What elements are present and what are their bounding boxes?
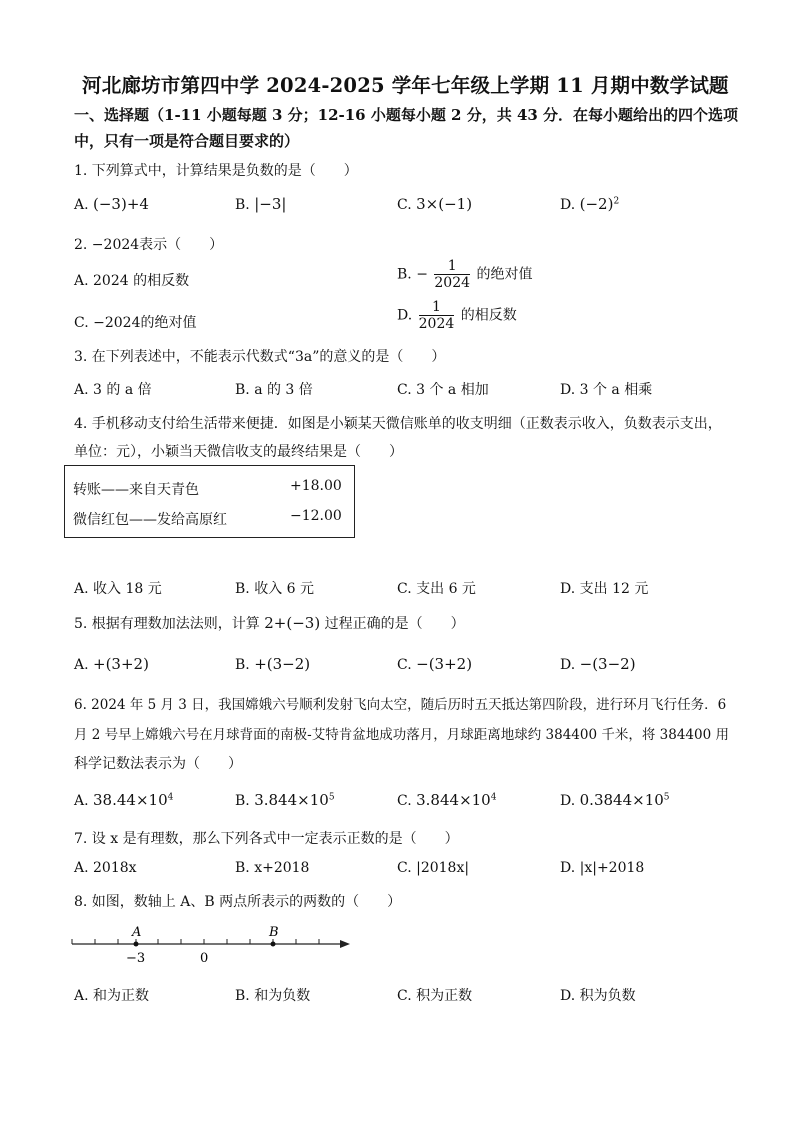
- question-6-option-b: [235, 791, 335, 809]
- question-2-option-b: [397, 258, 532, 291]
- option-label: B.: [397, 266, 412, 283]
- question-6-stem-line2: 月 2 号早上嫦娥六号在月球背面的南极-艾特肯盆地成功落月，月球距离地球约 384400 千米，将 384400 用: [74, 727, 729, 743]
- tick-label-neg3: −3: [126, 951, 146, 966]
- question-6-stem-line1: 6. 2024 年 5 月 3 日，我国嫦娥六号顺利发射飞向太空，随后历时五天抵达第四阶段，进行环月飞行任务．6: [74, 697, 727, 713]
- number-line: [66, 918, 356, 968]
- question-8-option-b: B. 和为负数: [235, 988, 311, 1004]
- question-3-stem: 3. 在下列表述中，不能表示代数式“3a”的意义的是（ ）: [74, 349, 446, 365]
- page-title: 河北廊坊市第四中学 2024-2025 学年七年级上学期 11 月期中数学试题: [82, 74, 729, 97]
- option-exponent: 5: [328, 792, 335, 803]
- question-6-option-d: [560, 791, 670, 809]
- question-8-stem: 8. 如图，数轴上 A、B 两点所表示的两数的（ ）: [74, 894, 402, 910]
- question-1-option-a: [74, 195, 149, 213]
- question-4-option-d: D. 支出 12 元: [560, 581, 649, 597]
- option-expr: +(3−2): [254, 655, 311, 673]
- option-sign: −: [416, 266, 428, 283]
- option-exponent: 2: [613, 196, 620, 207]
- option-label: C.: [397, 657, 412, 673]
- question-5-option-d: [560, 655, 636, 673]
- question-7-option-a: A. 2018x: [74, 860, 137, 876]
- question-2-option-d: [397, 299, 517, 332]
- question-3-option-a: A. 3 的 a 倍: [74, 382, 152, 398]
- option-expr: 3×(−1): [416, 195, 473, 213]
- question-6-stem-line3: 科学记数法表示为（ ）: [74, 756, 242, 772]
- tick-label-0: 0: [200, 951, 209, 966]
- question-7-option-d: D. |x|+2018: [560, 860, 645, 876]
- question-1-option-c: [397, 195, 472, 213]
- question-7-option-c: C. |2018x|: [397, 860, 470, 876]
- option-expr: +(3+2): [93, 655, 149, 673]
- question-5-stem: [74, 613, 465, 633]
- option-expr: 3.844×10: [416, 791, 491, 809]
- question-5-option-b: [235, 655, 310, 673]
- option-expr: −(3+2): [416, 655, 473, 673]
- bill-row-2-label: 微信红包——发给高原红: [73, 512, 227, 528]
- option-exponent: 4: [490, 792, 497, 803]
- question-4-stem-line1: 4. 手机移动支付给生活带来便捷．如图是小颖某天微信账单的收支明细（正数表示收入，负数表示支出，: [74, 416, 722, 432]
- fraction-numerator: 1: [447, 258, 457, 274]
- option-label: B.: [235, 793, 250, 809]
- question-3-option-b: B. a 的 3 倍: [235, 382, 313, 398]
- question-4-option-a: A. 收入 18 元: [74, 581, 162, 597]
- question-8-option-a: A. 和为正数: [74, 988, 150, 1004]
- option-tail: 的相反数: [460, 307, 517, 324]
- option-label: B.: [235, 657, 250, 673]
- question-5-option-c: [397, 655, 472, 673]
- question-6-option-a: [74, 791, 173, 809]
- option-expr: −(3−2): [579, 655, 636, 673]
- option-label: D.: [560, 197, 576, 213]
- option-label: D.: [560, 657, 576, 673]
- option-exponent: 5: [663, 792, 670, 803]
- question-4-stem-line2: 单位：元），小颖当天微信收支的最终结果是（ ）: [74, 444, 403, 460]
- question-2-option-a: A. 2024 的相反数: [74, 273, 190, 289]
- fraction-denominator: 2024: [434, 275, 471, 291]
- option-expr: (−2): [579, 195, 614, 213]
- question-1-option-d: [560, 195, 619, 213]
- number-line-arrow: [340, 940, 350, 948]
- question-3-option-d: D. 3 个 a 相乘: [560, 382, 653, 398]
- option-label: C.: [397, 793, 412, 809]
- question-8-option-c: C. 积为正数: [397, 988, 473, 1004]
- option-expr: 3.844×10: [254, 791, 329, 809]
- option-label: D.: [560, 793, 576, 809]
- bill-row-1-value: +18.00: [290, 478, 342, 494]
- section-header-line2: 中，只有一项是符合题目要求的）: [74, 132, 300, 150]
- option-exponent: 4: [167, 792, 174, 803]
- option-expr: |−3|: [254, 195, 287, 213]
- option-expr: 0.3844×10: [579, 791, 664, 809]
- option-label: A.: [74, 793, 89, 809]
- question-6-option-c: [397, 791, 496, 809]
- question-7-option-b: B. x+2018: [235, 860, 310, 876]
- fraction: [419, 299, 455, 332]
- question-4-option-c: C. 支出 6 元: [397, 581, 476, 597]
- fraction-numerator: 1: [432, 299, 441, 315]
- point-a-dot: [134, 942, 139, 947]
- number-line-ticks: [72, 939, 319, 944]
- point-a-label: A: [132, 925, 142, 940]
- question-8-option-d: D. 积为负数: [560, 988, 636, 1004]
- stem-expr: 2+(−3): [264, 614, 321, 632]
- question-5-option-a: [74, 655, 149, 673]
- question-1-stem: 1. 下列算式中，计算结果是负数的是（ ）: [74, 163, 358, 179]
- option-expr: 38.44×10: [93, 791, 168, 809]
- question-2-stem: 2. −2024表示（ ）: [74, 237, 224, 253]
- option-tail: 的绝对值: [476, 266, 533, 283]
- option-expr: (−3)+4: [93, 195, 149, 213]
- bill-row-2-value: −12.00: [290, 508, 342, 524]
- question-2-option-c: C. −2024的绝对值: [74, 315, 197, 331]
- fraction-denominator: 2024: [418, 316, 455, 332]
- point-b-dot: [271, 942, 276, 947]
- option-label: D.: [397, 307, 413, 324]
- option-label: B.: [235, 197, 250, 213]
- question-1-option-b: [235, 195, 286, 213]
- point-b-label: B: [269, 925, 279, 940]
- bill-row-1-label: 转账——来自天青色: [73, 482, 199, 498]
- option-label: C.: [397, 197, 412, 213]
- option-label: A.: [74, 197, 89, 213]
- question-4-option-b: B. 收入 6 元: [235, 581, 314, 597]
- wechat-bill-box: [64, 465, 355, 538]
- option-label: A.: [74, 657, 89, 673]
- section-header-line1: 一、选择题（1-11 小题每题 3 分；12-16 小题每小题 2 分，共 43 分．在每小题给出的四个选项: [74, 106, 739, 124]
- stem-post: 过程正确的是（ ）: [324, 616, 465, 632]
- fraction: [434, 258, 470, 291]
- question-7-stem: 7. 设 x 是有理数，那么下列各式中一定表示正数的是（ ）: [74, 831, 459, 847]
- stem-pre: 5. 根据有理数加法法则，计算: [74, 616, 260, 632]
- question-3-option-c: C. 3 个 a 相加: [397, 382, 489, 398]
